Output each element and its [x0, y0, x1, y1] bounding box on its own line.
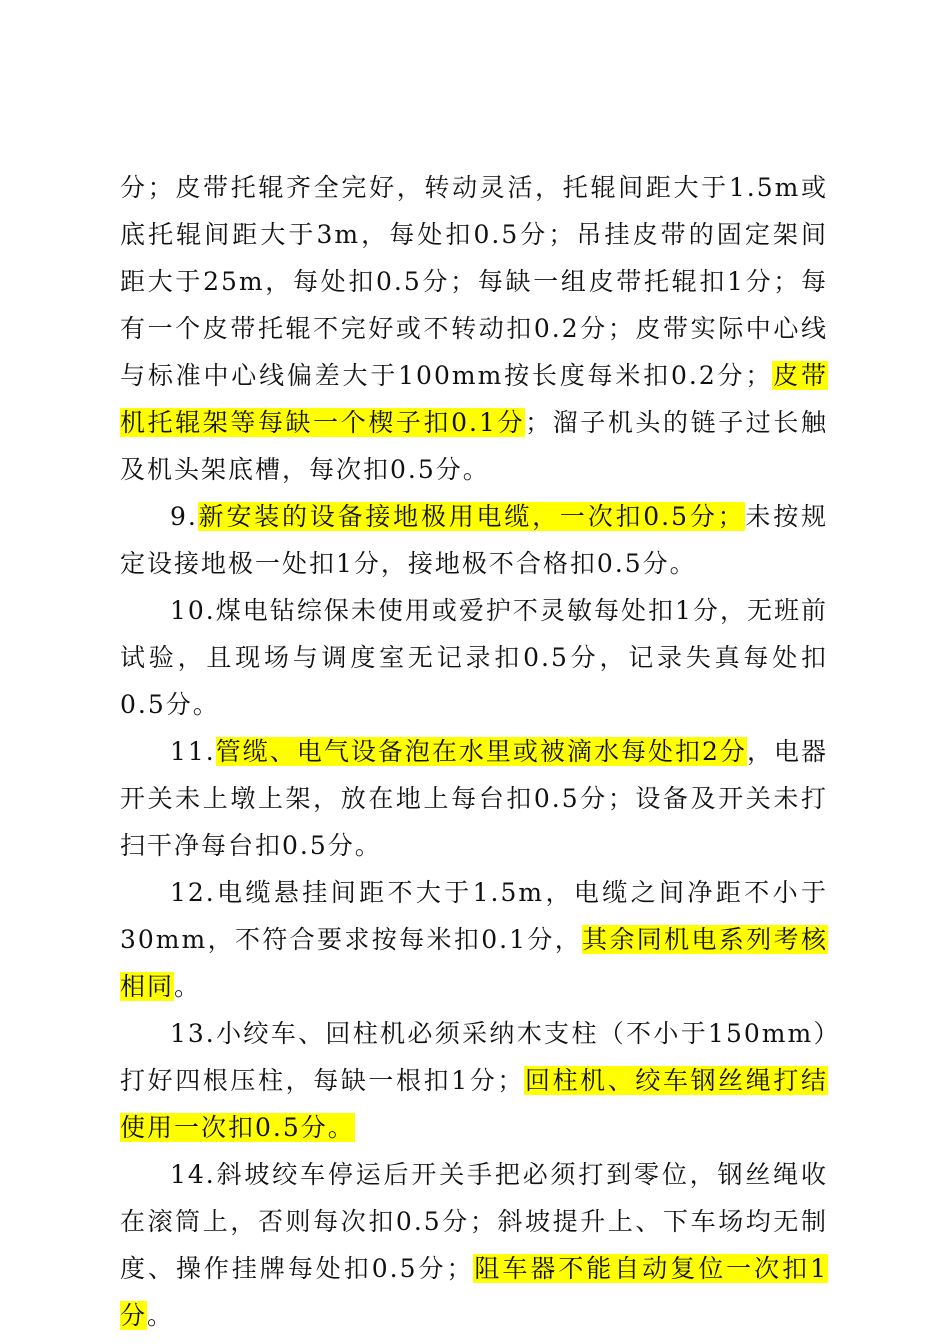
text-segment: ；溜子机头的链子过长触及机头架底槽，每次扣0.5分。: [120, 408, 828, 484]
highlighted-text: 回柱机、绞车钢丝绳打结使用一次扣0.5分。: [120, 1066, 828, 1142]
text-segment: 14.斜坡绞车停运后开关手把必须打到零位，钢丝绳收在滚筒上，否则每次扣0.5分；斜坡提升上、下车场均无制度、操作挂牌每处扣0.5分；: [120, 1160, 828, 1283]
highlighted-text: 皮带机托辊架等每缺一个楔子扣0.1分: [120, 361, 828, 437]
text-segment: ，电器开关未上墩上架，放在地上每台扣0.5分；设备及开关未打扫干净每台扣0.5分。: [120, 737, 828, 860]
text-segment: 未按规定设接地极一处扣1分，接地极不合格扣0.5分。: [120, 502, 828, 578]
paragraph-continuation: [120, 164, 828, 493]
highlighted-text: 新安装的设备接地极用电缆，一次扣0.5分；: [197, 502, 745, 531]
text-segment: 13.小绞车、回柱机必须采纳木支柱（不小于150mm）打好四根压柱，每缺一根扣1分；: [120, 1019, 828, 1095]
highlighted-text: 管缆、电气设备泡在水里或被滴水每处扣2分: [215, 737, 747, 766]
highlighted-text: 其余同机电系列考核相同: [120, 925, 828, 1001]
paragraph-item-9: [120, 493, 828, 587]
paragraph-item-13: [120, 1010, 828, 1151]
item-number: 9.: [170, 502, 198, 531]
paragraph-item-12: [120, 869, 828, 1010]
highlighted-text: 阻车器不能自动复位一次扣1分: [120, 1254, 828, 1330]
paragraph-item-10: [120, 587, 828, 728]
item-number: 11.: [170, 737, 216, 766]
text-segment: 。: [147, 1301, 175, 1330]
paragraph-item-14: [120, 1151, 828, 1339]
text-segment: 10.煤电钻综保未使用或爱护不灵敏每处扣1分，无班前试验，且现场与调度室无记录扣0.5分，记录失真每处扣0.5分。: [120, 596, 828, 719]
text-segment: 。: [174, 972, 202, 1001]
text-segment: 12.电缆悬挂间距不大于1.5m，电缆之间净距不小于30mm，不符合要求按每米扣0.1分，: [120, 878, 828, 954]
paragraph-item-11: [120, 728, 828, 869]
text-segment: 分；皮带托辊齐全完好，转动灵活，托辊间距大于1.5m或底托辊间距大于3m，每处扣0.5分；吊挂皮带的固定架间距大于25m，每处扣0.5分；每缺一组皮带托辊扣1分；每有一个皮带托辊不完好或不转动扣0.2分；皮带实际中心线与标准中心线偏差大于100mm按长度每米扣0.2分；: [120, 173, 828, 390]
